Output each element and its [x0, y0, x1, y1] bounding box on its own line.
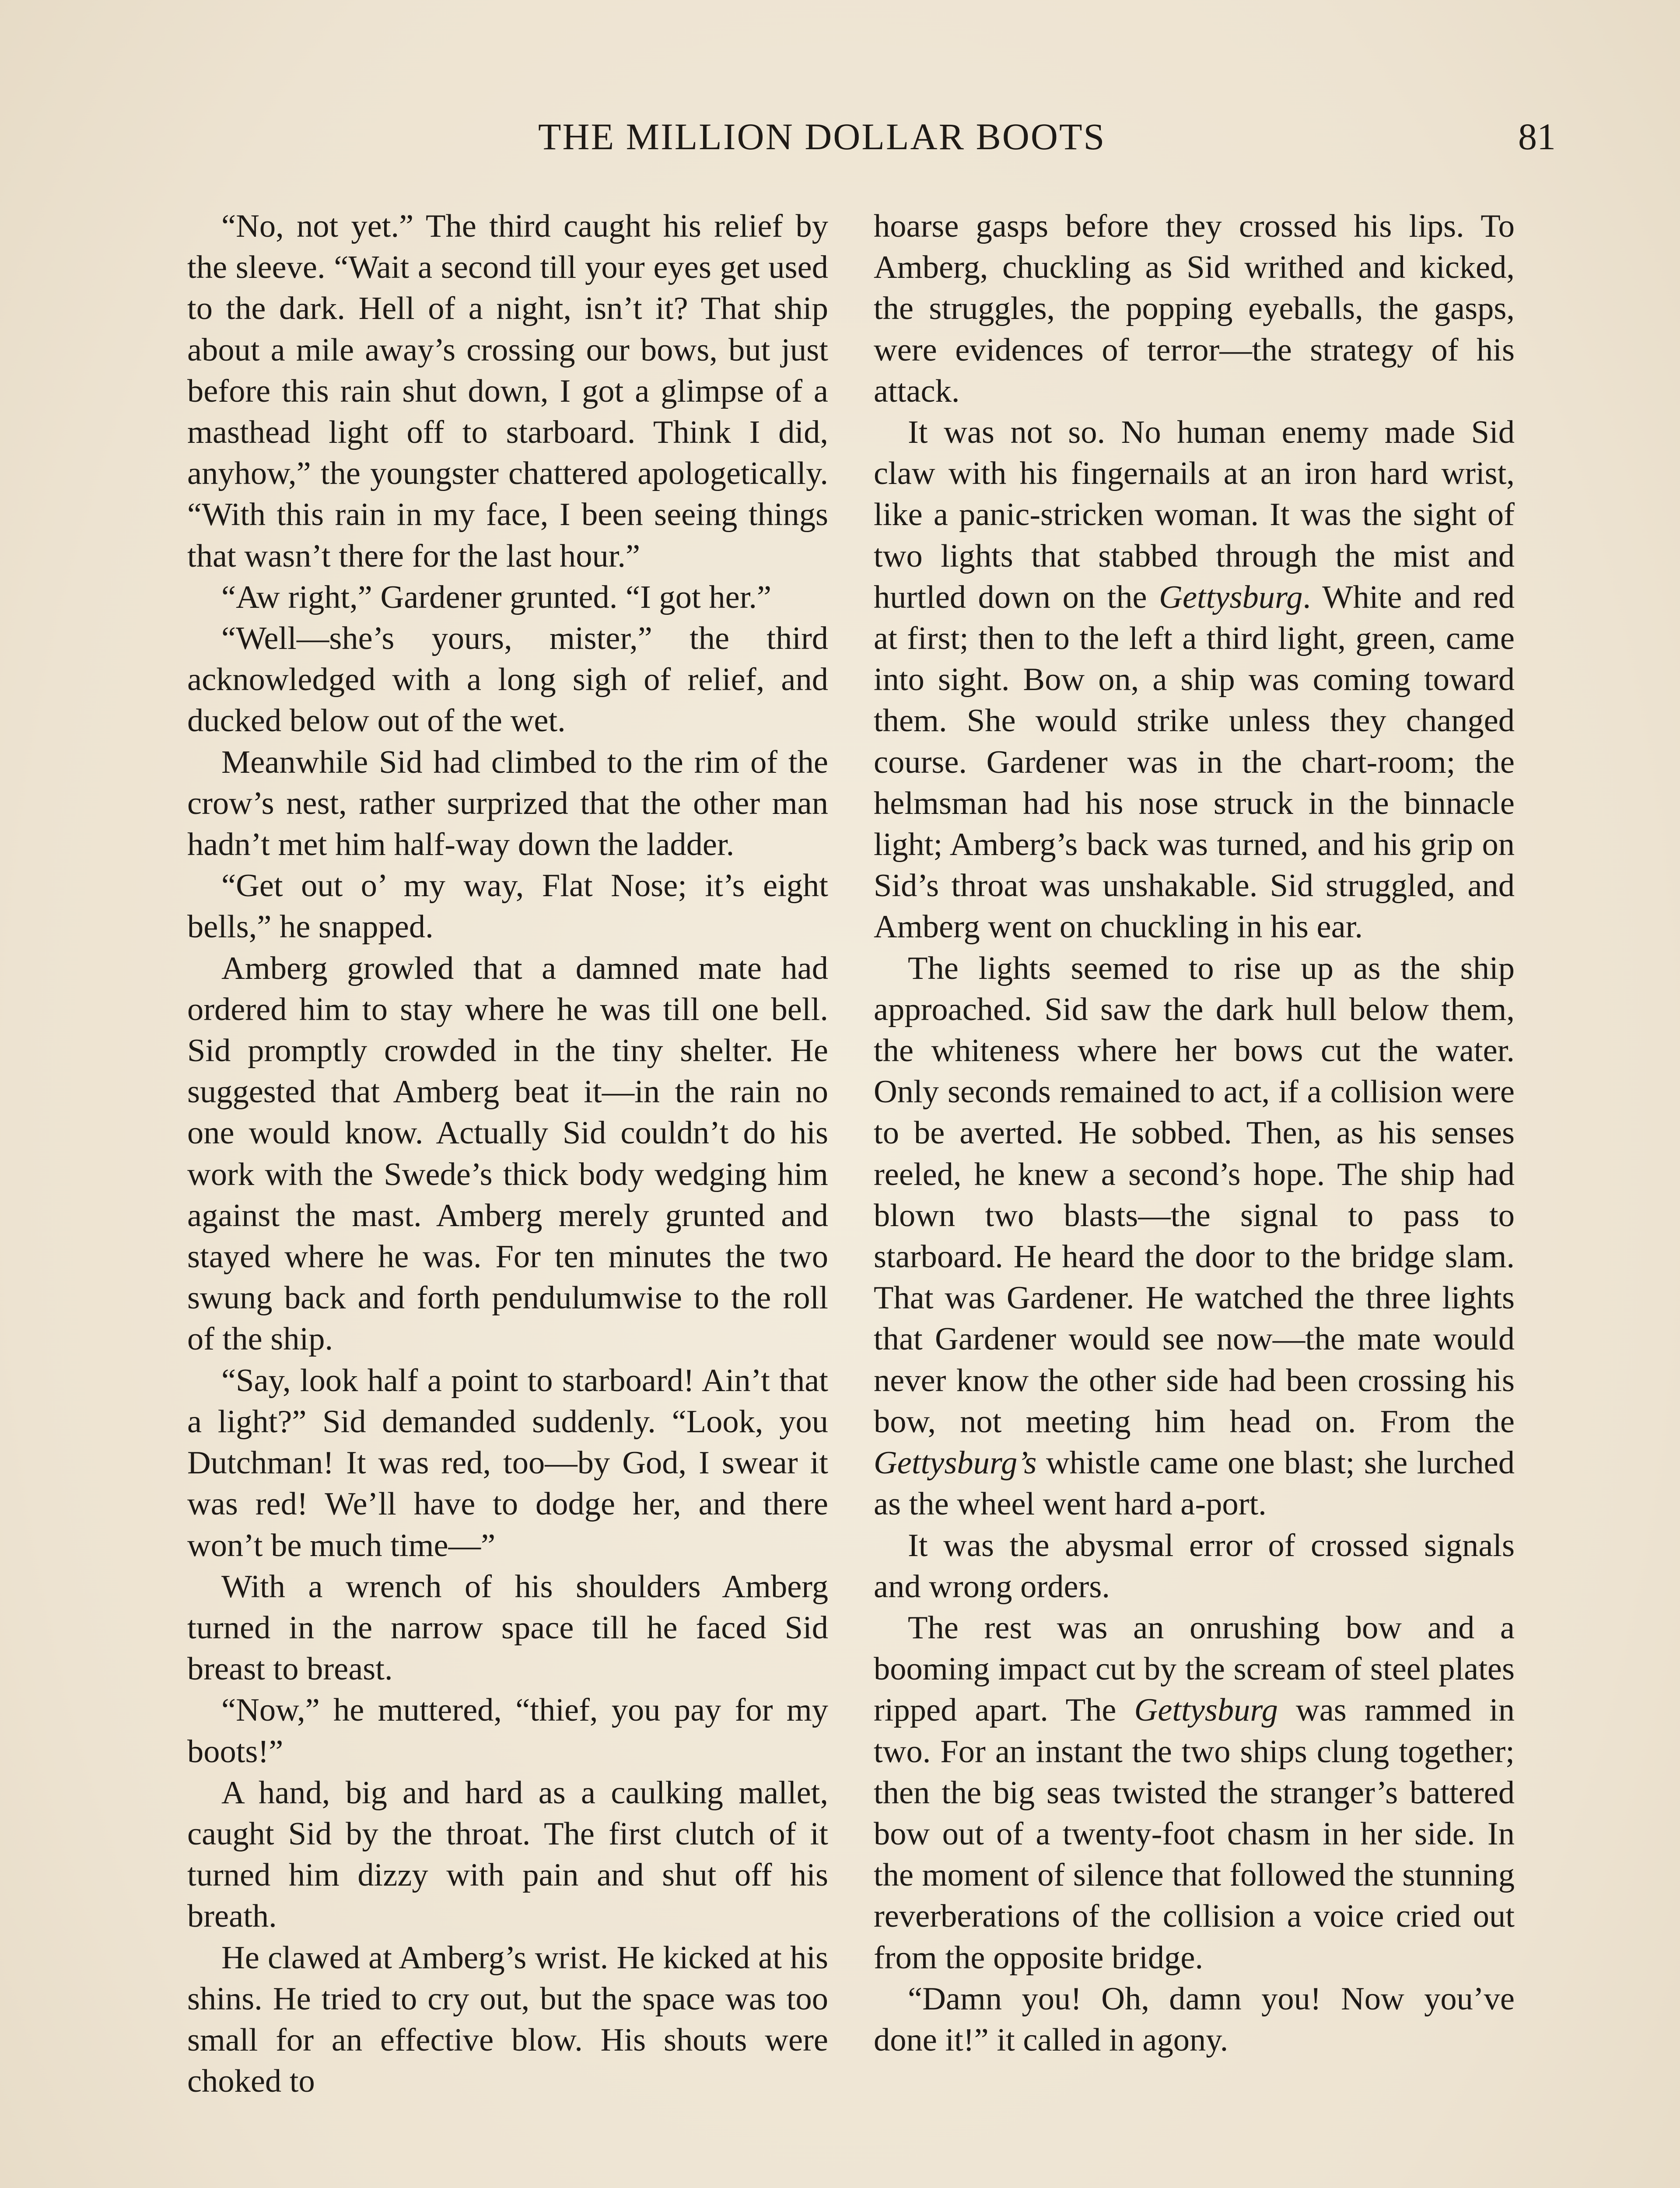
paragraph: hoarse gasps before they crossed his lips. To Amberg, chuckling as Sid writhed and kicked, the struggles, the popping eyeballs, the gasps, were evidences of terror—the strategy of his attack. — [874, 208, 1515, 409]
paragraph: The rest was an onrushing bow and a booming impact cut by the scream of steel plates ripped apart. The Gettysburg was rammed in two. For an instant the two ships clung together; then the big seas twisted the stranger’s battered bow out of a twenty-foot chasm in her side. In the moment of silence that followed the stunning reverberations of the collision a voice cried out from the opposite bridge. — [874, 1609, 1515, 1976]
paragraph: “Say, look half a point to starboard! Ain’t that a light?” Sid demanded suddenly. “Look, you Dutchman! It was red, too—by God, I swear it was red! We’ll have to dodge her, and there won’t be much time—” — [187, 1362, 828, 1564]
paragraph: A hand, big and hard as a caulking mallet, caught Sid by the throat. The first clutch of it turned him dizzy with pain and shut off his breath. — [187, 1774, 828, 1935]
paragraph: “No, not yet.” The third caught his relief by the sleeve. “Wait a second till your eyes get used to the dark. Hell of a night, isn’t it? That ship about a mile away’s crossing our bows, but just before this rain shut down, I got a glimpse of a masthead light off to starboard. Think I did, anyhow,” the youngster chattered apologetically. “With this rain in my face, I been seeing things that wasn’t there for the last hour.” — [187, 208, 828, 574]
paragraph: “Get out o’ my way, Flat Nose; it’s eight bells,” he snapped. — [187, 868, 828, 945]
running-title: THE MILLION DOLLAR BOOTS — [538, 116, 1106, 158]
paragraph: It was the abysmal error of crossed signals and wrong orders. — [874, 1527, 1515, 1605]
paragraph: “Aw right,” Gardener grunted. “I got her.” — [221, 579, 772, 615]
text-column-left — [187, 206, 828, 2102]
paragraph: The lights seemed to rise up as the ship approached. Sid saw the dark hull below them, the whiteness where her bows cut the water. Only seconds remained to act, if a collision were to be averted. He sobbed. Then, as his senses reeled, he knew a second’s hope. The ship had blown two blasts—the signal to pass to starboard. He heard the door to the bridge slam. That was Gardener. He watched the three lights that Gardener would see now—the mate would never know the other side had been crossing his bow, not meeting him head on. From the Gettysburg’s whistle came one blast; she lurched as the wheel went hard a-port. — [874, 950, 1515, 1522]
paragraph: “Now,” he muttered, “thief, you pay for my boots!” — [187, 1692, 828, 1770]
paragraph: He clawed at Amberg’s wrist. He kicked at his shins. He tried to cry out, but the space was too small for an effective blow. His shouts were choked to — [187, 1939, 828, 2100]
paragraph: With a wrench of his shoulders Amberg turned in the narrow space till he faced Sid breast to breast. — [187, 1568, 828, 1687]
paragraph: Amberg growled that a damned mate had ordered him to stay where he was till one bell. Sid promptly crowded in the tiny shelter. He suggested that Amberg beat it—in the rain no one would know. Actually Sid couldn’t do his work with the Swede’s thick body wedging him against the mast. Amberg merely grunted and stayed where he was. For ten minutes the two swung back and forth pendulumwise to the roll of the ship. — [187, 950, 828, 1357]
paragraph: “Well—she’s yours, mister,” the third acknowledged with a long sigh of relief, and ducked below out of the wet. — [187, 621, 828, 739]
paragraph: Meanwhile Sid had climbed to the rim of the crow’s nest, rather surprized that the other man hadn’t met him half-way down the ladder. — [187, 744, 828, 863]
page-number: 81 — [1518, 116, 1556, 158]
paragraph: “Damn you! Oh, damn you! Now you’ve done it!” it called in agony. — [874, 1981, 1515, 2058]
text-column-right — [874, 206, 1515, 2061]
paragraph: It was not so. No human enemy made Sid claw with his fingernails at an iron hard wrist, like a panic-stricken woman. It was the sight of two lights that stabbed through the mist and hurtled down on the Gettysburg. White and red at first; then to the left a third light, green, came into sight. Bow on, a ship was coming toward them. She would strike unless they changed course. Gardener was in the chart-room; the helmsman had his nose struck in the binnacle light; Amberg’s back was turned, and his grip on Sid’s throat was unshakable. Sid struggled, and Amberg went on chuckling in his ear. — [874, 414, 1515, 945]
